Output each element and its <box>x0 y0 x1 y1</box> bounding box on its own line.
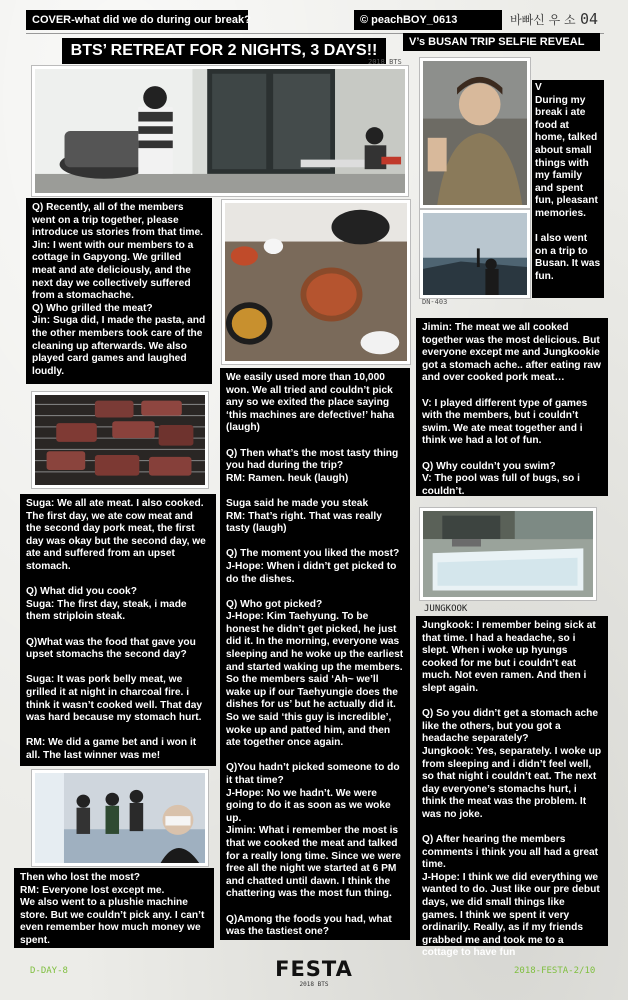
jungkook-jhope-interview-text: Jungkook: I remember being sick at that time. I had a headache, so i slept. When i woke up hyungs cooked for me but i couldn’t eat much. Not even ramen. And then i slept again. Q) So you didn’t get a stomach ache like the others, but you got a headache separately? Jungkook: Yes, separately. I woke up from sleeping and i didn’t feel well, so that night i couldn’t eat. The next day everyone’s stomachs hurt, i think the meat was the problem. It was no joke. Q) After hearing the members comments i think you all had a great time. J-Hope: I think we did everything we wanted to do. Just like our pre debut days, we did small things like games. I think we spent it very ordinarily. Really, as if my friends grabbed me and took me to a cottage to have fun <box>416 616 608 946</box>
photo-tag-jk: JUNGKOOK <box>424 604 468 614</box>
pool-photo <box>420 508 596 600</box>
page-number: 04 <box>580 10 599 28</box>
food-table-photo <box>222 200 410 364</box>
middle-interview-text: We easily used more than 10,000 won. We all tried and couldn’t pick any so we exited the place saying ‘this machines are defective!’ haha (laugh) Q) Then what’s the most tasty thing you had during the trip? RM: Ramen. heuk (laugh) Suga said he made you steak RM: That’s right. That was really tasty (laugh) Q) The moment you liked the most? J-Hope: When i didn’t get picked to do the dishes. Q) Who got picked? J-Hope: Kim Taehyung. To be honest he didn’t get picked, he just did it. In the morning, everyone was sleeping and he woke up the earliest and started waking up the members. So the members said ‘Ah~ we’ll wake up if our Taehyungie does the dishes for us’ but he actually did it. So we said ‘this guy is incredible’, woke up and patted him, and then ate together once again. Q)You hadn’t picked someone to do it that time? J-Hope: No we hadn’t. We were going to do it as soon as we woke up. Jimin: What i remember the most is that we cooked the meat and talked for a really long time. Since we were free all the night we started at 6 PM and chatted until dawn. I think the chattering was the most fun thing. Q)Among the foods you had, what was the tastiest one? <box>220 368 410 940</box>
photo-tag-top: 2018 BTS <box>368 58 402 66</box>
korean-title: 바빠신 우 소 <box>510 13 576 27</box>
rm-interview-text: Then who lost the most? RM: Everyone lost except me. We also went to a plushie machine store. But we couldn’t pick any. I can’t even remember how much money we spent. <box>14 868 214 948</box>
jimin-v-interview-text: Jimin: The meat we all cooked together was the most delicious. But everyone except me and Jungkookie got a stomach ache.. after eating raw and over cooked pork meat… V: I played different type of games with the members, but i couldn’t swim. We ate meat together and i think we had a lot of fun. Q) Why couldn’t you swim? V: The pool was full of bugs, so i couldn’t. <box>416 318 608 496</box>
retreat-title-banner: BTS’ RETREAT FOR 2 NIGHTS, 3 DAYS!! <box>62 38 386 64</box>
photo-tag-v: DN-403 <box>422 298 448 306</box>
footer-festa-page: 2018-FESTA-2/10 <box>514 966 596 976</box>
festa-logo: FESTA <box>275 957 353 981</box>
steak-grill-photo <box>32 392 208 488</box>
grilling-photo <box>32 66 408 196</box>
cover-label: COVER-what did we do during our break? <box>26 10 248 30</box>
v-intro-text: V During my break i ate food at home, talked about small things with my family and spent fun, pleasant memories. I also went on a trip to Busan. It was fun. <box>532 80 604 298</box>
plushie-store-photo <box>32 770 208 866</box>
credit-label: © peachBOY_0613 <box>354 10 502 30</box>
jin-interview-text: Q) Recently, all of the members went on a trip together, please introduce us stories from that time. Jin: I went with our members to a cottage in Gapyong. We grilled meat and ate deliciously, and the next day we collectively suffered from a stomachache. Q) Who grilled the meat? Jin: Suga did, I made the pasta, and the other members took care of the cleaning up afterwards. We also played card games and laughed loudly. <box>26 198 212 384</box>
v-selfie-banner: V’s BUSAN TRIP SELFIE REVEAL <box>403 33 600 51</box>
festa-logo-sub: 2018 BTS <box>299 981 329 988</box>
v-selfie-photo <box>420 58 530 208</box>
footer-dday: D-DAY-8 <box>30 966 68 976</box>
suga-interview-text: Suga: We all ate meat. I also cooked. The first day, we ate cow meat and the second day pork meat, the first day was okay but the second day, we ate and suffered from an upset stomach. Q) What did you cook? Suga: The first day, steak, i made them striploin steak. Q)What was the food that gave you upset stomachs the second day? Suga: It was pork belly meat, we grilled it at night in charcoal fire. i think it wasn’t cooked well. That day was hard because my stomach hurt. RM: We did a game bet and i won it all. The last winner was me! <box>20 494 216 766</box>
busan-sea-photo <box>420 210 530 298</box>
